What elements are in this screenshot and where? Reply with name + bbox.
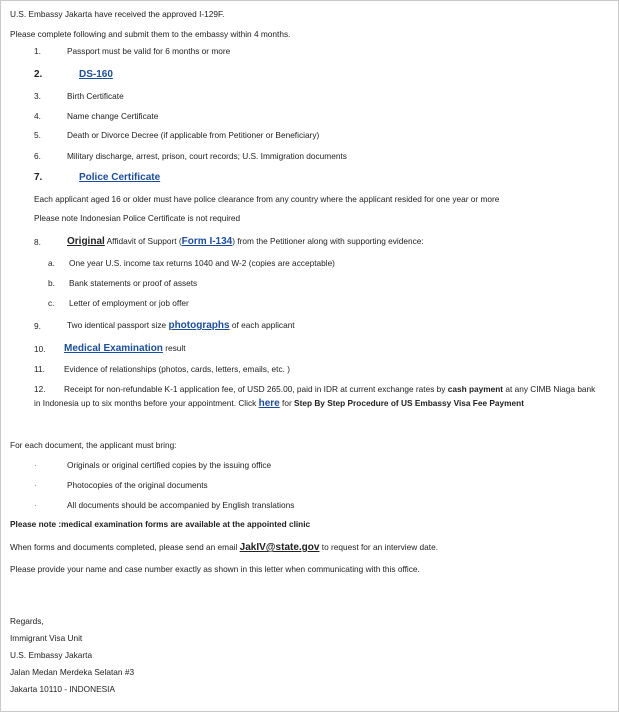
item-12-number: 12. [34,384,46,394]
original-label: Original [67,236,105,247]
item-4-text: Name change Certificate [67,111,159,121]
item-2-number: 2. [34,69,43,80]
police-note-2: Please note Indonesian Police Certificate is not required [34,213,241,223]
form-i-134-link[interactable]: Form I-134 [181,236,233,247]
item-5-number: 5. [34,130,41,140]
sub-item-b-text: Bank statements or proof of assets [69,278,198,288]
email-line [10,542,438,553]
docs-bullet-1-text: Originals or original certified copies by the issuing office [67,460,272,470]
cash-payment-label: cash payment [447,384,504,394]
email-line-text-a: When forms and documents completed, please send an email [10,542,240,552]
docs-heading: For each document, the applicant must bring: [10,440,177,450]
item-1-text: Passport must be valid for 6 months or more [67,46,231,56]
item-7-number: 7. [34,172,43,183]
item-11-text: Evidence of relationships (photos, cards, letters, emails, etc. ) [64,364,290,374]
item-9-text-a: Two identical passport size [67,320,169,330]
signature-regards: Regards, [10,616,44,626]
police-note-1: Each applicant aged 16 or older must have police clearance from any country where the applicant resided for one year or more [34,194,500,204]
email-link[interactable]: JakIV@state.gov [239,542,320,553]
sub-item-b-letter: b. [48,278,55,288]
signature-unit: Immigrant Visa Unit [10,633,83,643]
intro-line-2: Please complete following and submit them to the embassy within 4 months. [10,29,291,39]
sub-item-a-letter: a. [48,258,55,268]
email-line-text-b: to request for an interview date. [319,542,438,552]
provide-line: Please provide your name and case number exactly as shown in this letter when communicating with this office. [10,564,420,574]
medical-examination-link[interactable]: Medical Examination [64,343,163,354]
item-11-number: 11. [34,364,45,374]
bullet-3: · [34,501,37,510]
bullet-2: · [34,481,37,490]
item-10-number: 10. [34,344,46,354]
item-9-text-b: of each applicant [229,320,295,330]
item-5-text: Death or Divorce Decree (if applicable from Petitioner or Beneficiary) [67,130,320,140]
docs-bullet-2-text: Photocopies of the original documents [67,480,208,490]
intro-line-1: U.S. Embassy Jakarta have received the approved I-129F. [10,9,225,19]
sub-item-c-text: Letter of employment or job offer [69,298,189,308]
item-6-number: 6. [34,151,41,161]
item-12-line2-b: for [279,398,295,408]
item-1-number: 1. [34,46,41,56]
sub-item-a-text: One year U.S. income tax returns 1040 and W-2 (copies are acceptable) [69,258,335,268]
sub-item-c-letter: c. [48,298,55,308]
signature-embassy: U.S. Embassy Jakarta [10,650,93,660]
item-10-text: result [162,343,186,353]
procedure-label: Step By Step Procedure of US Embassy Visa Fee Payment [294,398,524,408]
ds-160-link[interactable]: DS-160 [79,69,113,80]
item-8-number: 8. [34,237,41,247]
item-4-number: 4. [34,111,41,121]
item-12-line2-a: in Indonesia up to six months before your appointment. Click [34,398,259,408]
item-8-text-b: ) from the Petitioner along with supporting evidence: [232,236,424,246]
item-8-text-a: Affidavit of Support ( [104,236,182,246]
signature-street: Jalan Medan Merdeka Selatan #3 [10,667,135,677]
signature-city: Jakarta 10110 - INDONESIA [10,684,115,694]
docs-bullet-3-text: All documents should be accompanied by English translations [67,500,295,510]
here-link[interactable]: here [258,398,280,409]
item-10-line [64,343,186,354]
item-12-text-b: at any CIMB Niaga bank [503,384,596,394]
item-3-text: Birth Certificate [67,91,124,101]
item-8-line [67,236,424,247]
bullet-1: · [34,461,37,470]
item-3-number: 3. [34,91,41,101]
item-6-text: Military discharge, arrest, prison, court records; U.S. Immigration documents [67,151,347,161]
item-12-line-2 [34,398,524,409]
photographs-link[interactable]: photographs [168,320,230,331]
item-9-number: 9. [34,321,41,331]
item-12-line-1 [64,384,595,395]
medical-note: Please note :medical examination forms are available at the appointed clinic [10,519,311,529]
police-certificate-link[interactable]: Police Certificate [79,172,161,183]
item-9-line [67,320,295,331]
item-12-text-a: Receipt for non-refundable K-1 application fee, of USD 265.00, paid in IDR at current exchange rates by [64,384,448,394]
